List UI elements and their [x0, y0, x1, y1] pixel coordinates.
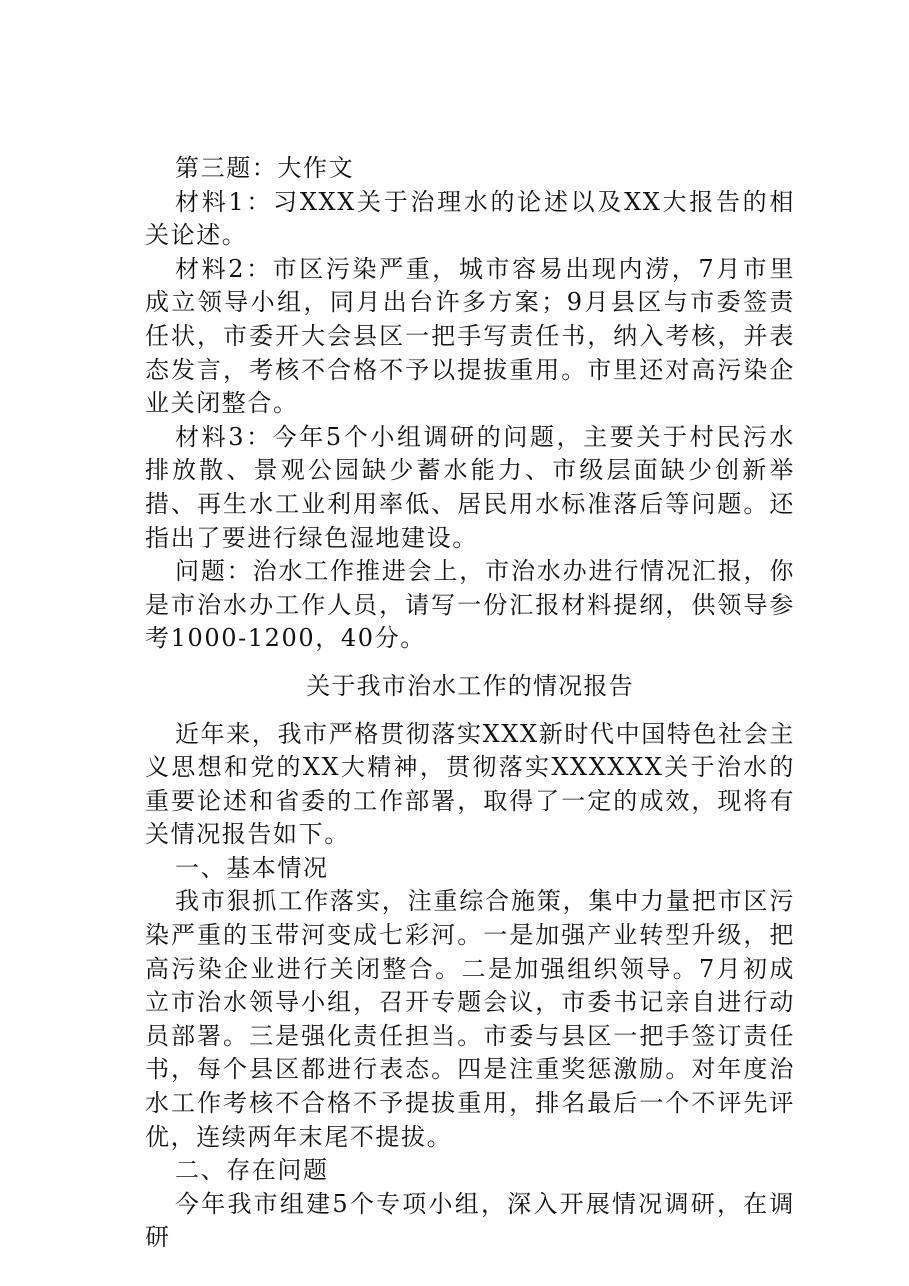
section-1-body: 我市狠抓工作落实，注重综合施策，集中力量把市区污染严重的玉带河变成七彩河。一是加强产业转型升级，把高污染企业进行关闭整合。二是加强组织领导。7月初成立市治水领导小组，召开专题会议，市委书记亲自进行动员部署。三是强化责任担当。市委与县区一把手签订责任书，每个县区都进行表态。四是注重奖惩激励。对年度治水工作考核不合格不予提拔重用，排名最后一个不评先评优，连续两年末尾不提拔。 — [145, 887, 795, 1151]
section-2-heading: 二、存在问题 — [175, 1156, 329, 1185]
material-1: 材料1：习XXX关于治理水的论述以及XX大报告的相关论述。 — [145, 187, 795, 250]
report-intro: 近年来，我市严格贯彻落实XXX新时代中国特色社会主义思想和党的XX大精神，贯彻落实XXXXXX关于治水的重要论述和省委的工作部署，取得了一定的成效，现将有关情况报告如下。 — [145, 719, 795, 849]
material-3: 材料3：今年5个小组调研的问题，主要关于村民污水排放散、景观公园缺少蓄水能力、市级层面缺少创新举措、再生水工业利用率低、居民用水标准落后等问题。还指出了要进行绿色湿地建设。 — [145, 422, 795, 552]
section-2-body: 今年我市组建5个专项小组，深入开展情况调研，在调研 — [145, 1189, 795, 1252]
document-page — [145, 152, 795, 1255]
section-1-heading: 一、基本情况 — [175, 853, 329, 882]
question-prompt: 问题：治水工作推进会上，市治水办进行情况汇报，你是市治水办工作人员，请写一份汇报材料提纲，供领导参考1000-1200，40分。 — [145, 557, 795, 653]
material-2: 材料2：市区污染严重，城市容易出现内涝，7月市里成立领导小组，同月出台许多方案；9月县区与市委签责任状，市委开大会县区一把手写责任书，纳入考核，并表态发言，考核不合格不予以提拔重用。市里还对高污染企业关闭整合。 — [145, 254, 795, 418]
question-title: 第三题：大作文 — [175, 154, 355, 182]
report-title: 关于我市治水工作的情况报告 — [306, 671, 634, 700]
